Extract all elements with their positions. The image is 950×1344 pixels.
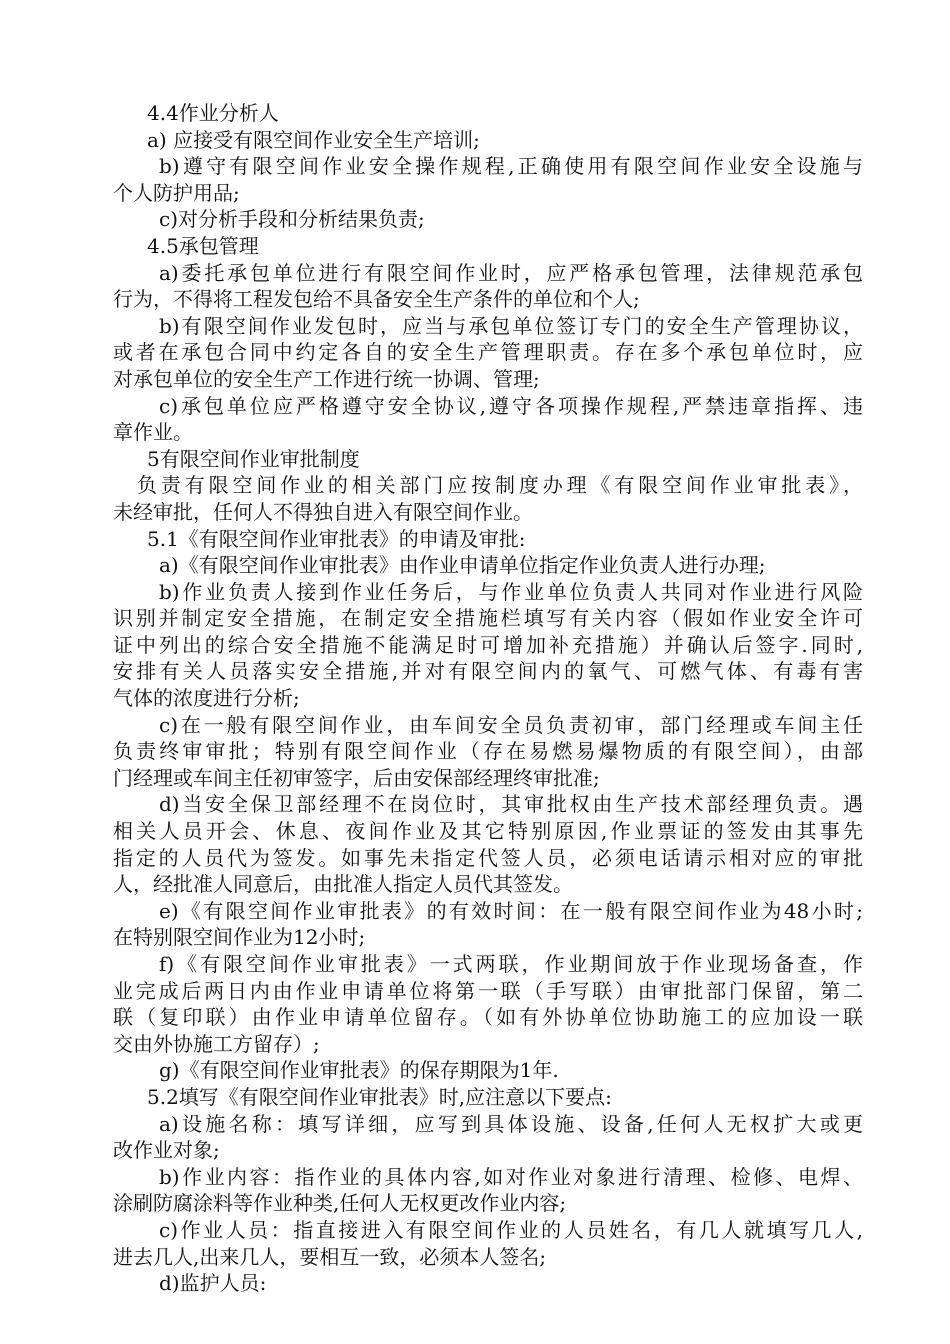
paragraph-line: c)承包单位应严格遵守安全协议,遵守各项操作规程,严禁违章指挥、违 xyxy=(159,393,863,418)
paragraph-line: d)当安全保卫部经理不在岗位时，其审批权由生产技术部经理负责。遇 xyxy=(159,792,863,817)
paragraph-line: 或者在承包合同中约定各自的安全生产管理职责。存在多个承包单位时，应 xyxy=(113,340,863,365)
paragraph-line: b)作业负责人接到作业任务后，与作业单位负责人共同对作业进行风险 xyxy=(159,579,863,604)
paragraph-line: 联（复印联）由作业申请单位留存。（如有外协单位协助施工的应加设一联 xyxy=(113,1005,863,1030)
paragraph-line: 业完成后两日内由作业申请单位将第一联（手写联）由审批部门保留，第二 xyxy=(113,978,863,1003)
section-heading-5-1: 5.1《有限空间作业审批表》的申请及审批: xyxy=(147,526,526,551)
paragraph-line: d)监护人员: xyxy=(159,1271,267,1296)
section-heading-4-4: 4.4作业分析人 xyxy=(147,101,279,125)
paragraph-line: e)《有限空间作业审批表》的有效时间：在一般有限空间作业为48小时; xyxy=(159,898,863,923)
paragraph-line: a)委托承包单位进行有限空间作业时，应严格承包管理，法律规范承包 xyxy=(159,260,863,285)
paragraph-line: 对承包单位的安全生产工作进行统一协调、管理; xyxy=(113,366,540,391)
paragraph-line: 进去几人,出来几人，要相互一致，必须本人签名; xyxy=(113,1244,547,1269)
paragraph-line: a) 应接受有限空间作业安全生产培训; xyxy=(147,127,480,152)
paragraph-line: b)遵守有限空间作业安全操作规程,正确使用有限空间作业安全设施与 xyxy=(159,154,863,179)
paragraph-line: 改作业对象; xyxy=(113,1138,220,1163)
paragraph-line: c)作业人员：指直接进入有限空间作业的人员姓名，有几人就填写几人, xyxy=(159,1217,863,1242)
paragraph-line: b)有限空间作业发包时，应当与承包单位签订专门的安全生产管理协议， xyxy=(159,313,863,338)
paragraph-line: 在特别限空间作业为12小时; xyxy=(113,925,366,950)
paragraph-line: 证中列出的综合安全措施不能满足时可增加补充措施）并确认后签字.同时, xyxy=(113,632,863,657)
paragraph-line: c)在一般有限空间作业，由车间安全员负责初审，部门经理或车间主任 xyxy=(159,712,863,737)
document-body xyxy=(113,100,863,1297)
paragraph-line: 涂刷防腐涂料等作业种类,任何人无权更改作业内容; xyxy=(113,1191,567,1216)
section-heading-4-5: 4.5承包管理 xyxy=(147,233,259,258)
paragraph-line: 行为，不得将工程发包给不具备安全生产条件的单位和个人; xyxy=(113,287,640,312)
paragraph-line: 交由外协施工方留存）; xyxy=(113,1031,320,1056)
paragraph-line: a)《有限空间作业审批表》由作业申请单位指定作业负责人进行办理; xyxy=(159,553,766,578)
paragraph-line: a)设施名称：填写详细，应写到具体设施、设备,任何人无权扩大或更 xyxy=(159,1111,863,1136)
section-heading-5-2: 5.2填写《有限空间作业审批表》时,应注意以下要点: xyxy=(147,1084,612,1109)
paragraph-line: b)作业内容：指作业的具体内容,如对作业对象进行清理、检修、电焊、 xyxy=(159,1164,863,1189)
paragraph-line: 个人防护用品; xyxy=(113,180,240,205)
paragraph-line: 人，经批准人同意后，由批准人指定人员代其签发。 xyxy=(113,872,573,897)
paragraph-line: 气体的浓度进行分析; xyxy=(113,686,300,711)
paragraph-line: g)《有限空间作业审批表》的保存期限为1年. xyxy=(159,1058,559,1083)
paragraph-line: 相关人员开会、休息、夜间作业及其它特别原因,作业票证的签发由其事先 xyxy=(113,819,863,844)
paragraph-line: 负责有限空间作业的相关部门应按制度办理《有限空间作业审批表》， xyxy=(137,473,863,498)
paragraph-line: 章作业。 xyxy=(113,420,193,445)
paragraph-line: 门经理或车间主任初审签字，后由安保部经理终审批准; xyxy=(113,765,600,790)
paragraph-line: 识别并制定安全措施，在制定安全措施栏填写有关内容（假如作业安全许可 xyxy=(113,606,863,631)
paragraph-line: f)《有限空间作业审批表》一式两联，作业期间放于作业现场备查，作 xyxy=(159,952,863,976)
paragraph-line: 指定的人员代为签发。如事先未指定代签人员，必须电话请示相对应的审批 xyxy=(113,845,863,870)
paragraph-line: c)对分析手段和分析结果负责; xyxy=(159,207,425,232)
paragraph-line: 安排有关人员落实安全措施,并对有限空间内的氧气、可燃气体、有毒有害 xyxy=(113,659,863,684)
section-heading-5: 5有限空间作业审批制度 xyxy=(147,446,360,471)
paragraph-line: 负责终审审批；特别有限空间作业（存在易燃易爆物质的有限空间），由部 xyxy=(113,739,863,764)
paragraph-line: 未经审批，任何人不得独自进入有限空间作业。 xyxy=(113,499,533,524)
